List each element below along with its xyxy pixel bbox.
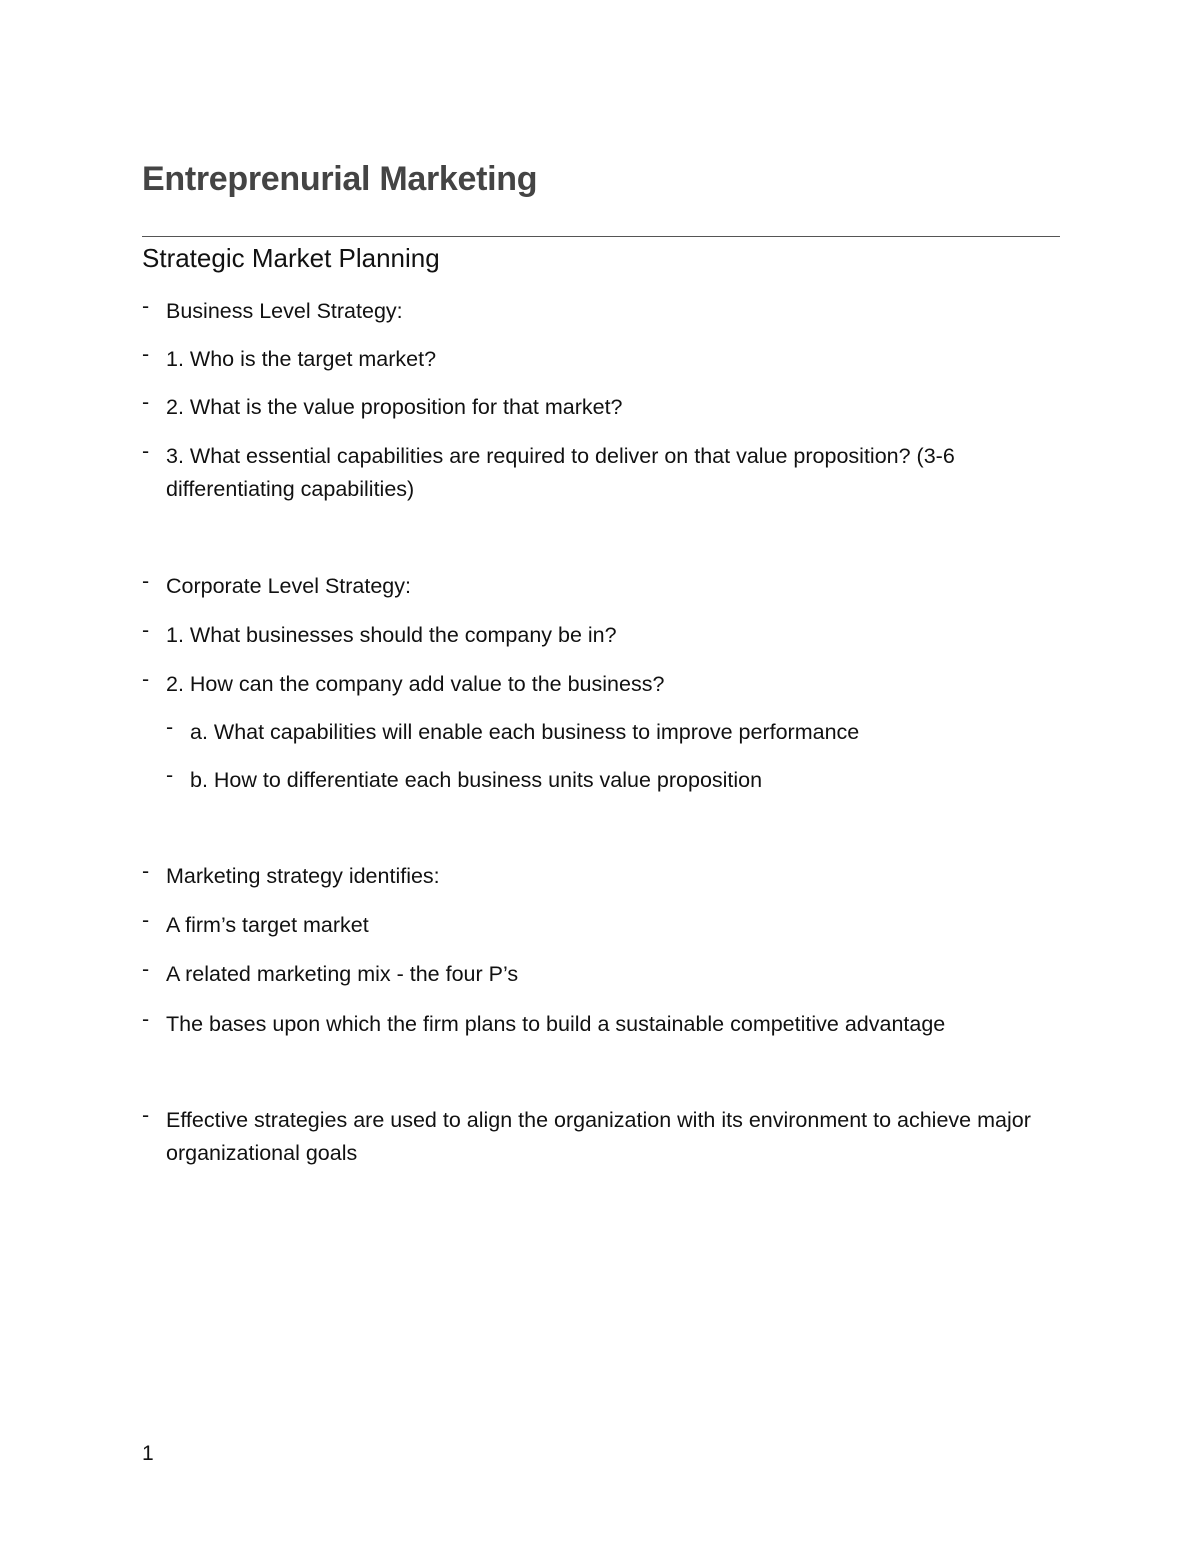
bullet-dash: - — [142, 1007, 150, 1031]
bullet-item — [142, 342, 1066, 376]
bullet-dash: - — [142, 957, 150, 981]
bullet-item — [142, 957, 1066, 991]
bullet-text: 2. What is the value proposition for that market? — [166, 395, 623, 419]
title-divider — [142, 236, 1060, 237]
bullet-item — [142, 1103, 1066, 1170]
bullet-item — [142, 667, 1066, 701]
bullet-text: 3. What essential capabilities are required to deliver on that value proposition? (3-6 differentiating capabilities) — [166, 444, 955, 501]
bullet-item — [142, 569, 1066, 603]
bullet-dash: - — [142, 667, 150, 691]
bullet-text: Business Level Strategy: — [166, 299, 403, 323]
bullet-text: 1. Who is the target market? — [166, 347, 437, 371]
page-title: Entreprenurial Marketing — [142, 160, 538, 198]
bullet-item — [142, 1007, 1066, 1041]
bullet-dash: - — [142, 342, 150, 366]
bullet-dash: - — [142, 390, 150, 414]
bullet-dash: - — [142, 569, 150, 593]
bullet-dash: - — [142, 908, 150, 932]
bullet-text: 1. What businesses should the company be in? — [166, 623, 617, 647]
bullet-dash: - — [142, 439, 150, 463]
bullet-text: b. How to differentiate each business units value proposition — [190, 768, 763, 792]
bullet-text: A related marketing mix - the four P’s — [166, 962, 519, 986]
page-number: 1 — [142, 1442, 154, 1465]
bullet-item — [142, 618, 1066, 652]
bullet-text: The bases upon which the firm plans to build a sustainable competitive advantage — [166, 1012, 946, 1036]
sub-bullet-item — [166, 763, 1060, 797]
bullet-text: Marketing strategy identifies: — [166, 864, 440, 888]
section-heading: Strategic Market Planning — [142, 243, 440, 273]
bullet-dash: - — [142, 294, 150, 318]
bullet-text: Corporate Level Strategy: — [166, 574, 411, 598]
bullet-dash: - — [166, 763, 174, 787]
bullet-dash: - — [142, 618, 150, 642]
bullet-text: a. What capabilities will enable each business to improve performance — [190, 720, 860, 744]
bullet-dash: - — [166, 715, 174, 739]
bullet-text: A firm’s target market — [166, 913, 369, 937]
bullet-text: 2. How can the company add value to the business? — [166, 672, 665, 696]
bullet-item — [142, 859, 1066, 893]
sub-bullet-item — [166, 715, 1060, 749]
bullet-dash: - — [142, 1103, 150, 1127]
bullet-text: Effective strategies are used to align the organization with its environment to achieve major organizational goals — [166, 1108, 1031, 1165]
bullet-item — [142, 908, 1066, 942]
bullet-item — [142, 294, 1066, 328]
bullet-item — [142, 390, 1066, 424]
bullet-item — [142, 439, 1066, 506]
bullet-dash: - — [142, 859, 150, 883]
